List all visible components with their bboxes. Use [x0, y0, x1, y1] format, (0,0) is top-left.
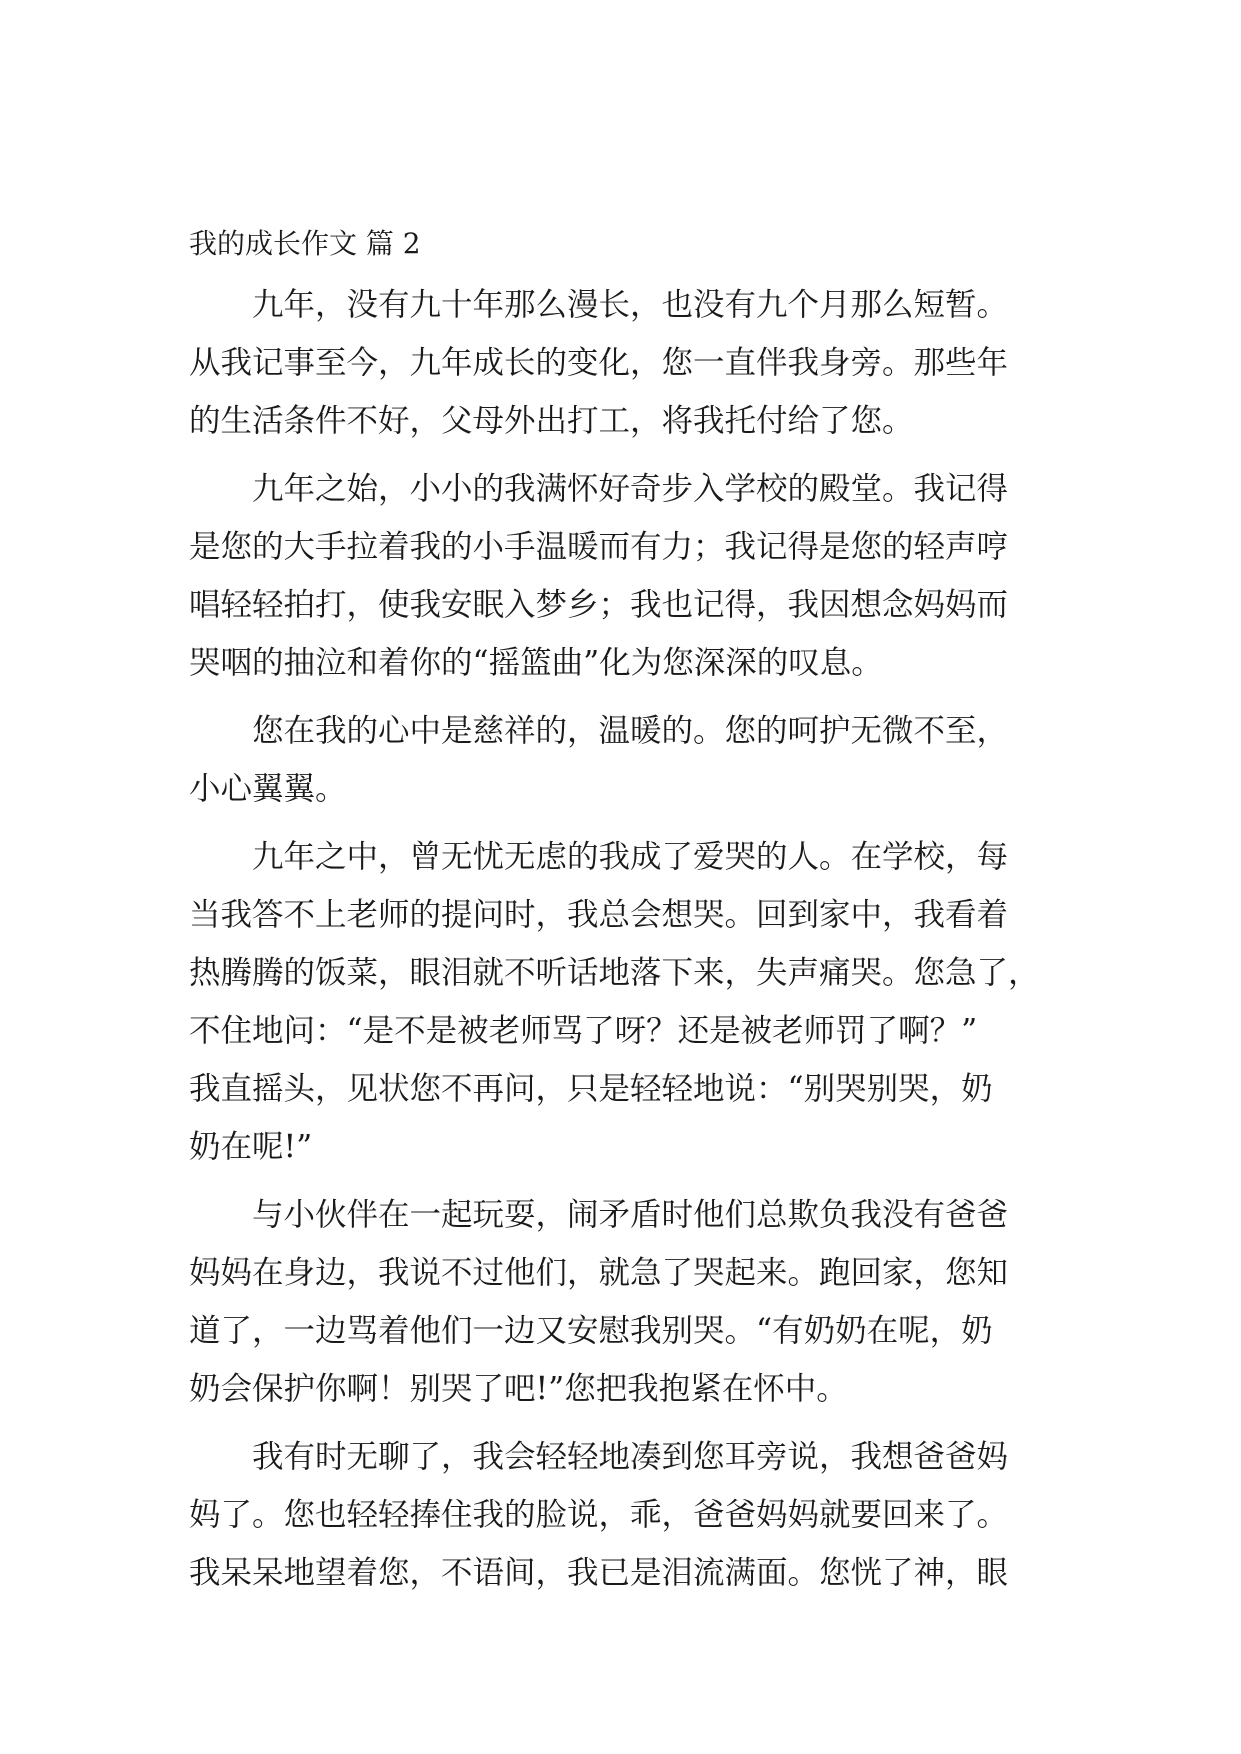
- text-line: 道了，一边骂着他们一边又安慰我别哭。“有奶奶在呢，奶: [189, 1313, 993, 1349]
- text-line: 我呆呆地望着您，不语间，我已是泪流满面。您恍了神，眼: [189, 1555, 1009, 1591]
- text-line: 我有时无聊了，我会轻轻地凑到您耳旁说，我想爸爸妈: [252, 1439, 1009, 1475]
- paragraph-1: [189, 276, 1069, 450]
- text-line: 与小伙伴在一起玩耍，闹矛盾时他们总欺负我没有爸爸: [252, 1197, 1009, 1233]
- text-line: 不住地问：“是不是被老师骂了呀？还是被老师罚了啊？”: [189, 1013, 978, 1049]
- text-line: 哭咽的抽泣和着你的“摇篮曲”化为您深深的叹息。: [189, 645, 883, 681]
- text-line: 九年，没有九十年那么漫长，也没有九个月那么短暂。: [252, 287, 1009, 323]
- text-line: 热腾腾的饭菜，眼泪就不听话地落下来，失声痛哭。您急了，: [189, 955, 1040, 991]
- text-line: 的生活条件不好，父母外出打工，将我托付给了您。: [189, 403, 914, 439]
- essay-body: [189, 222, 1069, 1612]
- text-line: 九年之始，小小的我满怀好奇步入学校的殿堂。我记得: [252, 471, 1009, 507]
- text-line: 妈妈在身边，我说不过他们，就急了哭起来。跑回家，您知: [189, 1255, 1009, 1291]
- text-line: 奶会保护你啊！别哭了吧!”您把我抱紧在怀中。: [189, 1371, 848, 1407]
- text-line: 从我记事至今，九年成长的变化，您一直伴我身旁。那些年: [189, 345, 1009, 381]
- paragraph-6: [189, 1428, 1069, 1602]
- text-line: 小心翼翼。: [189, 771, 347, 807]
- text-line: 唱轻轻拍打，使我安眠入梦乡；我也记得，我因想念妈妈而: [189, 587, 1009, 623]
- text-line: 奶在呢!”: [189, 1129, 313, 1165]
- text-line: 我直摇头，见状您不再问，只是轻轻地说：“别哭别哭，奶: [189, 1071, 993, 1107]
- essay-title: 我的成长作文 篇 2: [189, 227, 421, 260]
- paragraph-3: [189, 702, 1069, 818]
- paragraph-4: [189, 828, 1069, 1176]
- text-line: 您在我的心中是慈祥的，温暖的。您的呵护无微不至，: [252, 713, 1009, 749]
- paragraph-5: [189, 1186, 1069, 1418]
- text-line: 九年之中，曾无忧无虑的我成了爱哭的人。在学校，每: [252, 839, 1009, 875]
- text-line: 妈了。您也轻轻捧住我的脸说，乖，爸爸妈妈就要回来了。: [189, 1497, 1009, 1533]
- paragraph-2: [189, 460, 1069, 692]
- text-line: 当我答不上老师的提问时，我总会想哭。回到家中，我看着: [189, 897, 1009, 933]
- text-line: 是您的大手拉着我的小手温暖而有力；我记得是您的轻声哼: [189, 529, 1009, 565]
